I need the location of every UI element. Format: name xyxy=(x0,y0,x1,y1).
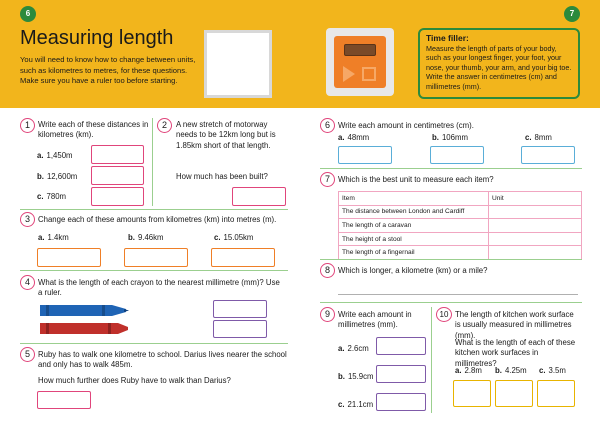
question-number-9: 9 xyxy=(320,307,335,322)
q9-q10-divider xyxy=(431,307,432,413)
table-unit-cell[interactable] xyxy=(489,232,582,246)
divider xyxy=(20,209,288,210)
q3-item-a: a. 1.4km xyxy=(38,233,69,242)
question-8-text: Which is longer, a kilometre (km) or a mile? xyxy=(338,266,488,275)
table-row xyxy=(339,232,582,246)
question-5-text: Ruby has to walk one kilometre to school. Darius lives nearer the school and only has to walk 485m. xyxy=(38,350,287,370)
page-title: Measuring length xyxy=(20,27,174,49)
question-2-text: A new stretch of motorway needs to be 12km long but is 1.85km short of that length. xyxy=(176,120,276,150)
divider xyxy=(20,343,288,344)
table-header-unit: Unit xyxy=(489,192,582,206)
q10-answer-a[interactable] xyxy=(453,380,491,407)
table-header-row xyxy=(339,192,582,206)
tablet-icon xyxy=(326,28,394,96)
q1-answer-b[interactable] xyxy=(91,166,144,185)
q9-item-b: b. 15.9cm xyxy=(338,372,374,381)
q9-item-c: c. 21.1cm xyxy=(338,400,374,409)
q5-answer[interactable] xyxy=(37,391,91,409)
question-3-text: Change each of these amounts from kilometres (km) into metres (m). xyxy=(38,215,277,224)
question-number-3: 3 xyxy=(20,212,35,227)
table-unit-cell[interactable] xyxy=(489,219,582,233)
q3-answer-a[interactable] xyxy=(37,248,101,267)
q6-item-a: a. 48mm xyxy=(338,133,370,142)
left-page-number: 6 xyxy=(20,6,36,22)
table-row xyxy=(339,246,582,260)
q6-item-c: c. 8mm xyxy=(525,133,552,142)
q10-answer-b[interactable] xyxy=(495,380,533,407)
q6-answer-c[interactable] xyxy=(521,146,575,164)
question-1-text: Write each of these distances in kilometres (km). xyxy=(38,120,149,140)
question-number-5: 5 xyxy=(20,347,35,362)
table-row xyxy=(339,219,582,233)
units-table xyxy=(338,191,582,260)
table-item-cell: The length of a caravan xyxy=(339,219,489,233)
q4-answer-blue[interactable] xyxy=(213,300,267,318)
sticker-placeholder xyxy=(204,30,272,98)
question-7-text: Which is the best unit to measure each item? xyxy=(338,175,494,184)
page-header xyxy=(0,0,600,108)
question-number-1: 1 xyxy=(20,118,35,133)
divider xyxy=(320,259,582,260)
q10-answer-c[interactable] xyxy=(537,380,575,407)
question-10-prompt: What is the length of each of these kitchen work surfaces in millimetres? xyxy=(455,338,576,368)
question-number-6: 6 xyxy=(320,118,335,133)
q4-answer-red[interactable] xyxy=(213,320,267,338)
q3-answer-b[interactable] xyxy=(124,248,188,267)
question-number-10: 10 xyxy=(436,307,452,322)
right-page-number: 7 xyxy=(564,6,580,22)
q10-item-a: a. 2.8m xyxy=(455,366,482,375)
divider xyxy=(320,302,582,303)
q3-item-b: b. 9.46km xyxy=(128,233,164,242)
question-number-7: 7 xyxy=(320,172,335,187)
q9-item-a: a. 2.6cm xyxy=(338,344,369,353)
table-item-cell: The height of a stool xyxy=(339,232,489,246)
q1-answer-a[interactable] xyxy=(91,145,144,164)
red-crayon xyxy=(40,321,130,336)
q9-answer-a[interactable] xyxy=(376,337,426,355)
q1-answer-c[interactable] xyxy=(91,187,144,206)
question-number-4: 4 xyxy=(20,275,35,290)
q8-answer-line[interactable] xyxy=(338,294,578,295)
tablet-bar-icon xyxy=(344,44,376,56)
play-icon xyxy=(343,66,355,82)
question-number-8: 8 xyxy=(320,263,335,278)
q3-answer-c[interactable] xyxy=(211,248,275,267)
table-unit-cell[interactable] xyxy=(489,205,582,219)
time-filler-box xyxy=(418,28,580,99)
time-filler-text: Measure the length of parts of your body, such as your longest finger, your foot, your nose, your thumb, your arm, and your big toe. Write the answer in centimetres (cm) and millimetres (mm). xyxy=(426,44,572,91)
q1-item-a: a. 1,450m xyxy=(37,151,73,160)
blue-crayon xyxy=(40,303,130,318)
q10-item-b: b. 4.25m xyxy=(495,366,527,375)
tablet-screen xyxy=(334,36,386,88)
q9-answer-c[interactable] xyxy=(376,393,426,411)
table-item-cell: The length of a fingernail xyxy=(339,246,489,260)
question-5-prompt: How much further does Ruby have to walk than Darius? xyxy=(38,376,231,385)
q6-answer-a[interactable] xyxy=(338,146,392,164)
divider xyxy=(320,168,582,169)
question-number-2: 2 xyxy=(157,118,172,133)
q1-item-c: c. 780m xyxy=(37,192,67,201)
q6-item-b: b. 106mm xyxy=(432,133,468,142)
question-4-text: What is the length of each crayon to the nearest millimetre (mm)? Use a ruler. xyxy=(38,278,280,298)
stop-icon xyxy=(362,67,376,81)
table-header-item: Item xyxy=(339,192,489,206)
q10-item-c: c. 3.5m xyxy=(539,366,566,375)
table-row xyxy=(339,205,582,219)
table-unit-cell[interactable] xyxy=(489,246,582,260)
table-item-cell: The distance between London and Cardiff xyxy=(339,205,489,219)
question-2-prompt: How much has been built? xyxy=(176,172,268,181)
question-6-text: Write each amount in centimetres (cm). xyxy=(338,121,474,130)
intro-text: You will need to know how to change between units, such as kilometres to metres, for these questions. Make sure you have a ruler too before starting. xyxy=(20,55,196,85)
time-filler-title: Time filler: xyxy=(426,33,469,43)
q2-answer[interactable] xyxy=(232,187,286,206)
q1-q2-divider xyxy=(152,118,153,206)
q6-answer-b[interactable] xyxy=(430,146,484,164)
question-9-text: Write each amount in millimetres (mm). xyxy=(338,310,412,330)
q9-answer-b[interactable] xyxy=(376,365,426,383)
q1-item-b: b. 12,600m xyxy=(37,172,78,181)
divider xyxy=(20,270,288,271)
q3-item-c: c. 15.05km xyxy=(214,233,254,242)
question-10-text: The length of kitchen work surface is usually measured in millimetres (mm). xyxy=(455,310,574,340)
